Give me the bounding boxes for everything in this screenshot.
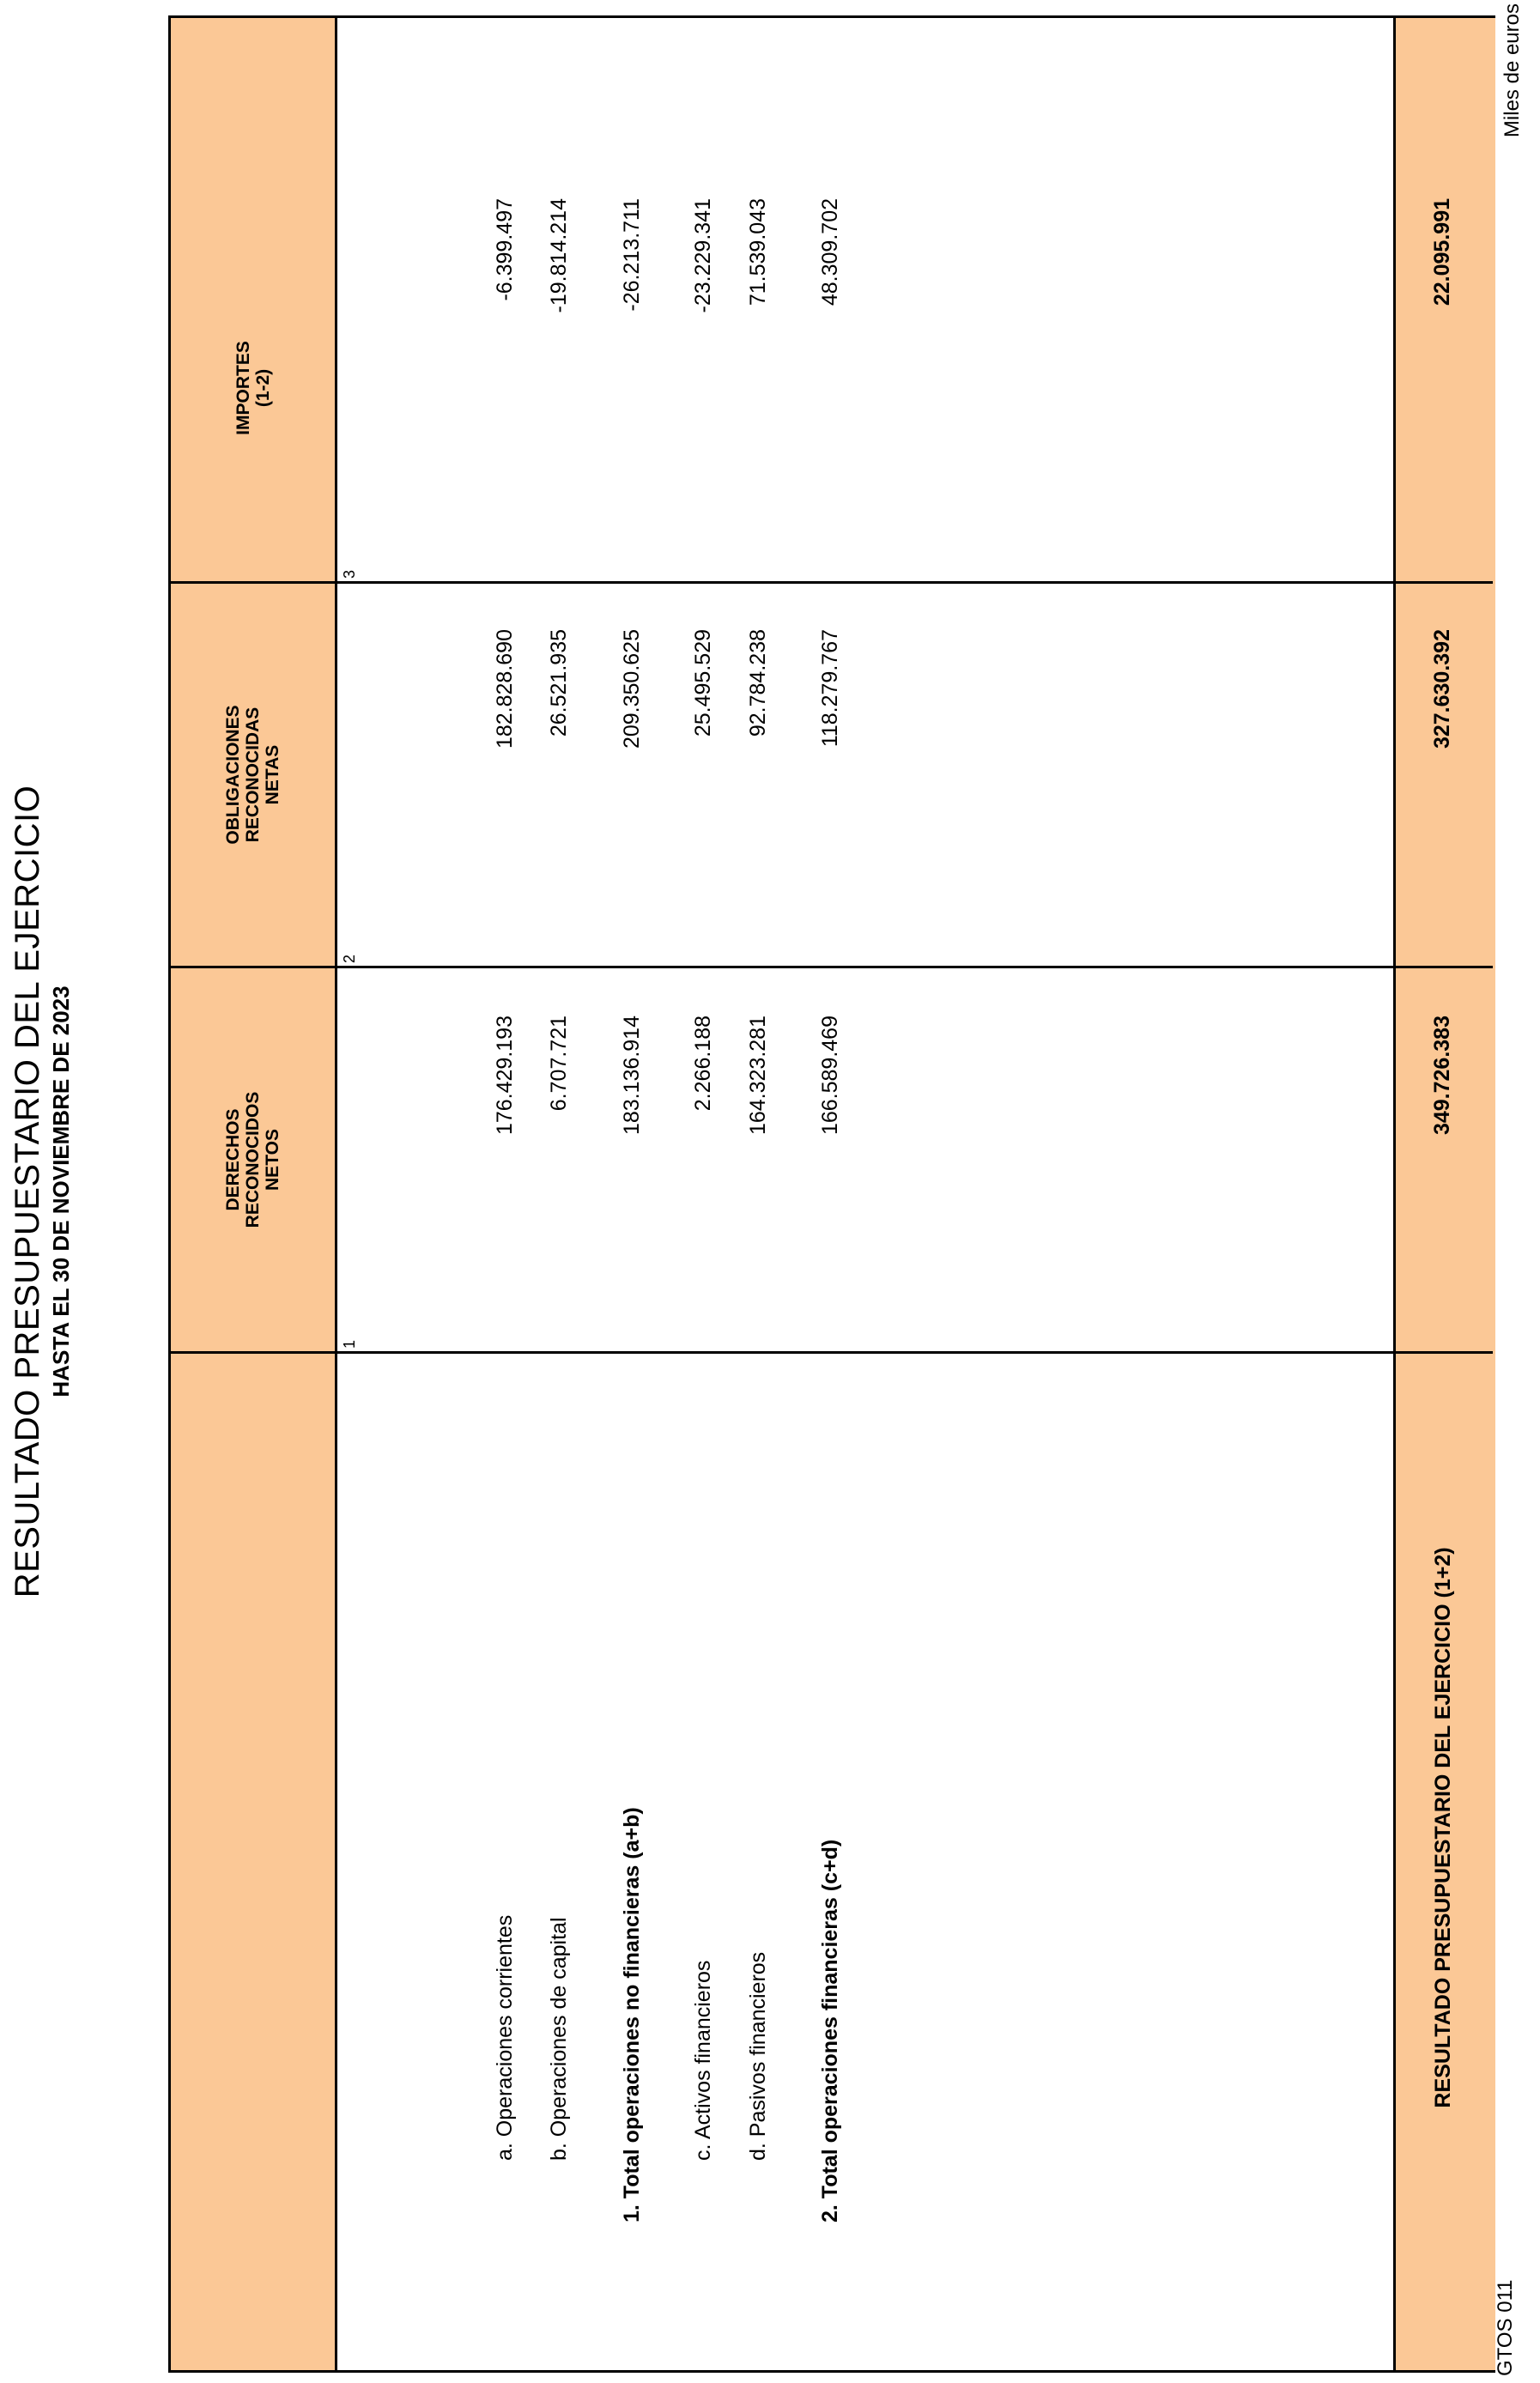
column-number: 2 — [341, 954, 358, 963]
value-derechos: 166.589.469 — [818, 1016, 842, 1136]
row-label: a. Operaciones corrientes — [493, 1914, 517, 2161]
value-derechos: 6.707.721 — [547, 1016, 571, 1112]
value-obligaciones: 209.350.625 — [620, 629, 644, 749]
value-obligaciones: 182.828.690 — [493, 629, 517, 749]
total-importes: 22.095.991 — [1430, 198, 1454, 306]
value-importes: -23.229.341 — [691, 198, 715, 313]
value-importes: 71.539.043 — [746, 198, 770, 306]
value-obligaciones: 92.784.238 — [746, 629, 770, 737]
total-derechos: 349.726.383 — [1430, 1016, 1454, 1136]
page-subtitle: HASTA EL 30 DE NOVIEMBRE DE 2023 — [48, 985, 74, 1398]
value-derechos: 183.136.914 — [620, 1016, 644, 1136]
column-divider — [171, 1351, 1493, 1354]
value-importes: -6.399.497 — [493, 198, 517, 301]
page-title: RESULTADO PRESUPUESTARIO DEL EJERCICIO — [9, 785, 46, 1598]
row-label: d. Pasivos financieros — [746, 1951, 770, 2161]
value-importes: 48.309.702 — [818, 198, 842, 306]
units-label: Miles de euros — [1501, 3, 1524, 138]
column-divider — [171, 581, 1493, 584]
column-header-derechos: DERECHOS RECONOCIDOS NETOS — [223, 1091, 282, 1228]
column-number: 3 — [341, 569, 358, 579]
value-importes: -26.213.711 — [620, 198, 644, 312]
column-divider — [171, 966, 1493, 968]
value-obligaciones: 26.521.935 — [547, 629, 571, 737]
row-label-subtotal: 2. Total operaciones financieras (c+d) — [818, 1839, 842, 2222]
row-label: c. Activos financieros — [691, 1960, 715, 2161]
total-row-label: RESULTADO PRESUPUESTARIO DEL EJERCICIO (1+2) — [1430, 1547, 1455, 2108]
row-label: b. Operaciones de capital — [547, 1917, 571, 2161]
value-derechos: 2.266.188 — [691, 1016, 715, 1112]
row-label-subtotal: 1. Total operaciones no financieras (a+b) — [620, 1807, 644, 2222]
value-importes: -19.814.214 — [547, 198, 571, 313]
total-obligaciones: 327.630.392 — [1430, 629, 1454, 749]
budget-result-table — [168, 15, 1495, 2373]
column-header-obligaciones: OBLIGACIONES RECONOCIDAS NETAS — [223, 705, 282, 845]
value-obligaciones: 25.495.529 — [691, 629, 715, 737]
value-obligaciones: 118.279.767 — [818, 629, 842, 748]
column-header-importes: IMPORTES (1-2) — [233, 341, 273, 435]
value-derechos: 176.429.193 — [493, 1016, 517, 1136]
report-code: GTOS 011 — [1494, 2279, 1517, 2376]
value-derechos: 164.323.281 — [746, 1016, 770, 1136]
column-number: 1 — [341, 1339, 358, 1349]
